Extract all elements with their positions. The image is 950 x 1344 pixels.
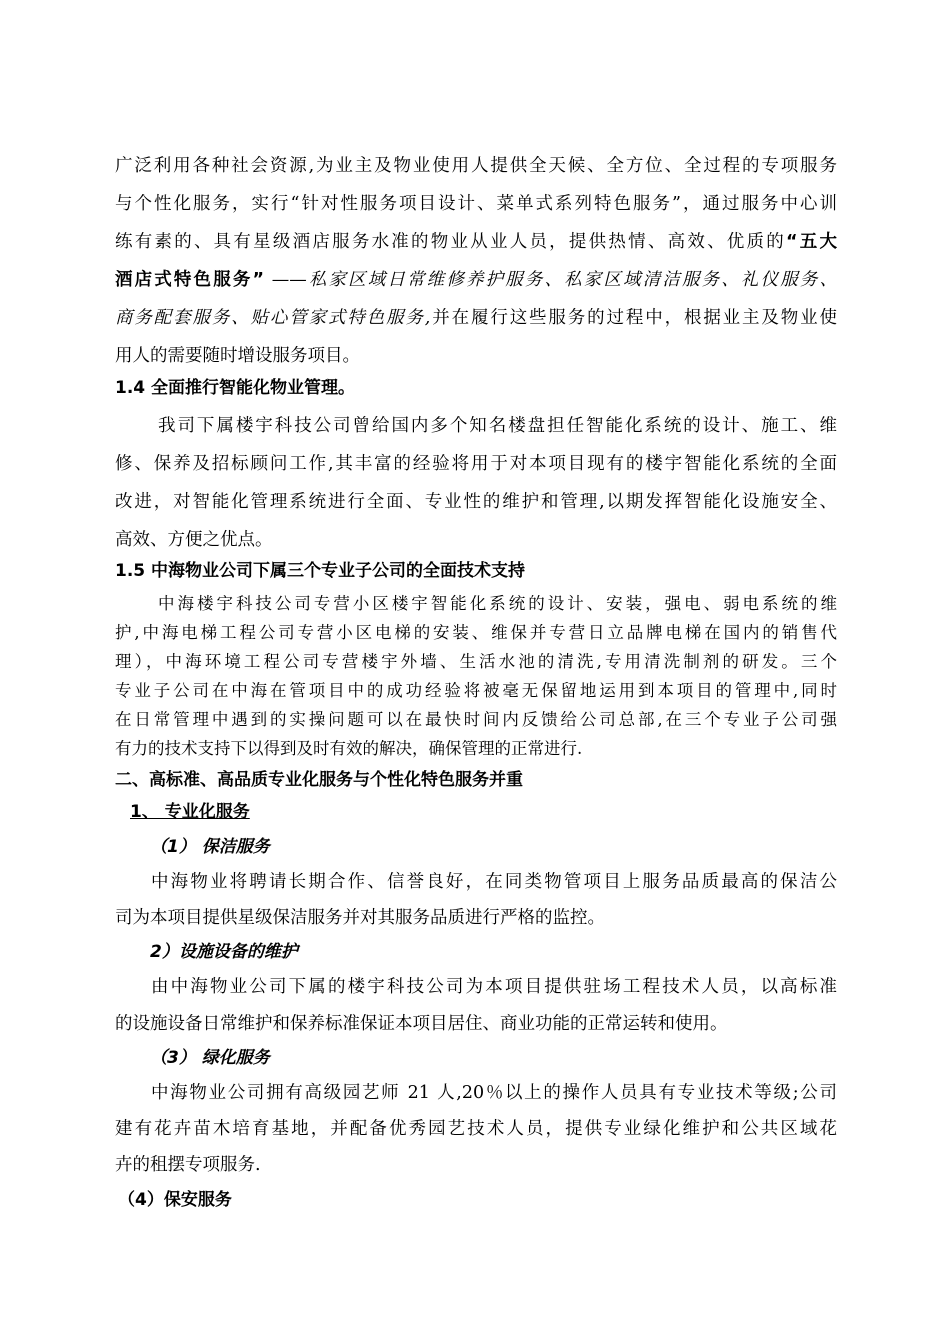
intro-line-5 (115, 306, 837, 330)
greening-line-2: 建有花卉苗木培育基地，并配备优秀园艺技术人员，提供专业绿化维护和公共区域花 (115, 1119, 837, 1139)
intro-line-6: 用人的需要随时增设服务项目。 (115, 346, 360, 366)
facility-maintenance-title: 2）设施设备的维护 (150, 942, 298, 962)
intro-line-4 (115, 268, 837, 292)
intro-line-5-text: 并在履行这些服务的过程中，根据业主及物业使 (430, 308, 838, 328)
section-2-heading: 二、高标准、高品质专业化服务与个性化特色服务并重 (115, 770, 523, 790)
subsection-1-title: 1、 专业化服务 (130, 802, 250, 822)
intro-emphasis-end: 酒店式特色服务” (115, 270, 264, 290)
subsection-1-heading (130, 800, 250, 824)
s15-line-4: 专业子公司在中海在管项目中的成功经验将被毫无保留地运用到本项目的管理中,同时 (115, 681, 837, 700)
section-1-5-heading: 1.5 中海物业公司下属三个专业子公司的全面技术支持 (115, 561, 526, 581)
s15-line-3: 理），中海环境工程公司专营楼宇外墙、生活水池的清洗,专用清洗制剂的研发。三个 (115, 652, 837, 671)
security-service-title: （4）保安服务 (118, 1190, 232, 1210)
greening-line-1: 中海物业公司拥有高级园艺师 21 人,20％以上的操作人员具有专业技术等级;公司 (151, 1083, 837, 1103)
greening-line-3: 卉的租摆专项服务. (115, 1155, 261, 1175)
intro-services-list-cont: 商务配套服务、贴心管家式特色服务, (115, 308, 431, 328)
intro-services-list: ——私家区域日常维修养护服务、私家区域清洁服务、礼仪服务、 (264, 270, 837, 290)
s14-line-1: 我司下属楼宇科技公司曾给国内多个知名楼盘担任智能化系统的设计、施工、维 (158, 416, 837, 436)
intro-line-3 (115, 230, 837, 254)
s15-line-6: 有力的技术支持下以得到及时有效的解决，确保管理的正常进行. (115, 739, 583, 758)
intro-line-2: 与个性化服务，实行“针对性服务项目设计、菜单式系列特色服务”，通过服务中心训 (115, 194, 837, 214)
greening-service-title: （3） 绿化服务 (150, 1048, 270, 1068)
s14-line-4: 高效、方便之优点。 (115, 530, 273, 550)
s14-line-2: 修、保养及招标顾问工作,其丰富的经验将用于对本项目现有的楼宇智能化系统的全面 (115, 454, 837, 474)
section-1-4-heading: 1.4 全面推行智能化物业管理。 (115, 378, 356, 398)
s14-line-3: 改进，对智能化管理系统进行全面、专业性的维护和管理,以期发挥智能化设施安全、 (115, 492, 837, 512)
cleaning-line-1: 中海物业将聘请长期合作、信誉良好，在同类物管项目上服务品质最高的保洁公 (151, 872, 837, 892)
s15-line-1: 中海楼宇科技公司专营小区楼宇智能化系统的设计、安装，强电、弱电系统的维 (158, 594, 837, 613)
intro-line-3-text: 练有素的、具有星级酒店服务水准的物业从业人员，提供热情、高效、优质的 (115, 232, 787, 252)
cleaning-line-2: 司为本项目提供星级保洁服务并对其服务品质进行严格的监控。 (115, 908, 605, 928)
intro-line-1: 广泛利用各种社会资源,为业主及物业使用人提供全天候、全方位、全过程的专项服务 (115, 156, 837, 176)
intro-emphasis-start: “五大 (786, 232, 837, 252)
s15-line-5: 在日常管理中遇到的实操问题可以在最快时间内反馈给公司总部,在三个专业子公司强 (115, 710, 837, 729)
cleaning-service-title: （1） 保洁服务 (150, 837, 270, 857)
s15-line-2: 护,中海电梯工程公司专营小区电梯的安装、维保并专营日立品牌电梯在国内的销售代 (115, 623, 837, 642)
facility-line-1: 由中海物业公司下属的楼宇科技公司为本项目提供驻场工程技术人员，以高标准 (151, 977, 837, 997)
facility-line-2: 的设施设备日常维护和保养标准保证本项目居住、商业功能的正常运转和使用。 (115, 1014, 728, 1034)
